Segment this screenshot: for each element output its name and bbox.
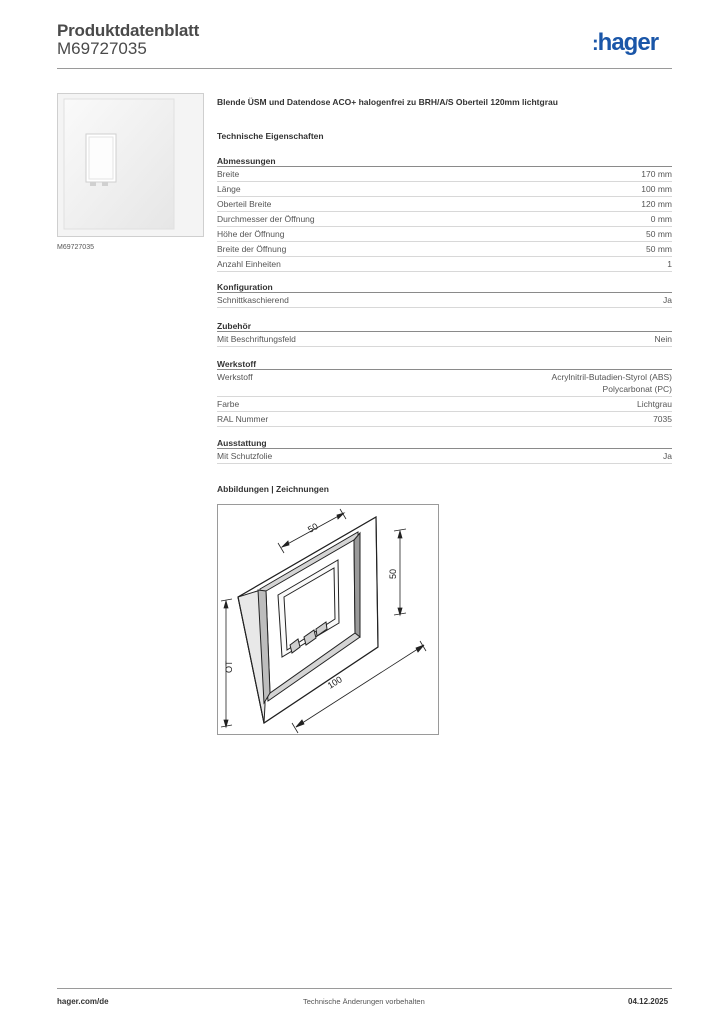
row-label: Höhe der Öffnung [217, 229, 285, 239]
row-value: 120 mm [641, 199, 672, 209]
group-abmessungen [217, 155, 672, 272]
group-title: Werkstoff [217, 358, 672, 370]
table-row [217, 242, 672, 257]
row-value: 0 mm [650, 214, 672, 224]
row-label: Mit Beschriftungsfeld [217, 334, 296, 344]
product-description: Blende ÜSM und Datendose ACO+ halogenfrei zu BRH/A/S Oberteil 120mm lichtgrau [217, 97, 558, 107]
product-image [57, 93, 204, 237]
table-row [217, 412, 672, 427]
group-title: Abmessungen [217, 155, 672, 167]
hager-logo [592, 29, 658, 57]
row-label: Anzahl Einheiten [217, 259, 281, 269]
row-value: Lichtgrau [637, 399, 672, 409]
row-value: 50 mm [646, 229, 672, 239]
table-row [217, 293, 672, 308]
group-title: Ausstattung [217, 437, 672, 449]
logo-text: hager [597, 29, 659, 56]
technical-drawing [217, 504, 439, 735]
row-label: RAL Nummer [217, 414, 269, 424]
row-label: Farbe [217, 399, 240, 409]
row-value: Acrylnitril-Butadien-Styrol (ABS) Polycarbonat (PC) [551, 372, 672, 394]
image-caption: M69727035 [57, 244, 94, 251]
row-label: Breite der Öffnung [217, 244, 287, 254]
article-number: M69727035 [57, 39, 147, 58]
dim-left-label: OT [224, 660, 234, 673]
dim-bottom-label: 100 [325, 674, 344, 691]
table-row [217, 167, 672, 182]
row-value: 7035 [653, 414, 672, 424]
dim-top-label: 50 [306, 521, 320, 535]
row-value: Ja [663, 295, 672, 305]
table-row [217, 370, 672, 397]
row-label: Länge [217, 184, 241, 194]
table-row [217, 257, 672, 272]
table-row [217, 397, 672, 412]
row-value: 170 mm [641, 169, 672, 179]
group-title: Zubehör [217, 320, 672, 332]
table-row [217, 449, 672, 464]
group-zubehoer [217, 320, 672, 347]
logo-prefix: : [592, 33, 598, 55]
row-label: Mit Schutzfolie [217, 451, 273, 461]
group-konfiguration [217, 281, 672, 308]
row-label: Werkstoff [217, 372, 253, 382]
row-label: Oberteil Breite [217, 199, 272, 209]
row-label: Breite [217, 169, 240, 179]
row-value: 100 mm [641, 184, 672, 194]
row-value: 50 mm [646, 244, 672, 254]
row-label: Durchmesser der Öffnung [217, 214, 315, 224]
table-row [217, 227, 672, 242]
table-row [217, 332, 672, 347]
row-label: Schnittkaschierend [217, 295, 289, 305]
footer-website-link[interactable]: hager.com/de [57, 997, 109, 1006]
header-divider [57, 68, 672, 69]
technical-heading: Technische Eigenschaften [217, 131, 324, 141]
drawings-title: Abbildungen | Zeichnungen [217, 484, 329, 494]
row-value: 1 [667, 259, 672, 269]
row-value: Nein [654, 334, 672, 344]
page-title: Produktdatenblatt [57, 21, 200, 40]
dim-right-label: 50 [388, 568, 398, 579]
footer-date: 04.12.2025 [628, 997, 669, 1006]
group-werkstoff [217, 358, 672, 427]
footer-divider [57, 988, 672, 989]
table-row [217, 182, 672, 197]
table-row [217, 197, 672, 212]
table-row [217, 212, 672, 227]
group-ausstattung [217, 437, 672, 464]
row-value: Ja [663, 451, 672, 461]
group-title: Konfiguration [217, 281, 672, 293]
footer-notice: Technische Änderungen vorbehalten [303, 997, 425, 1006]
